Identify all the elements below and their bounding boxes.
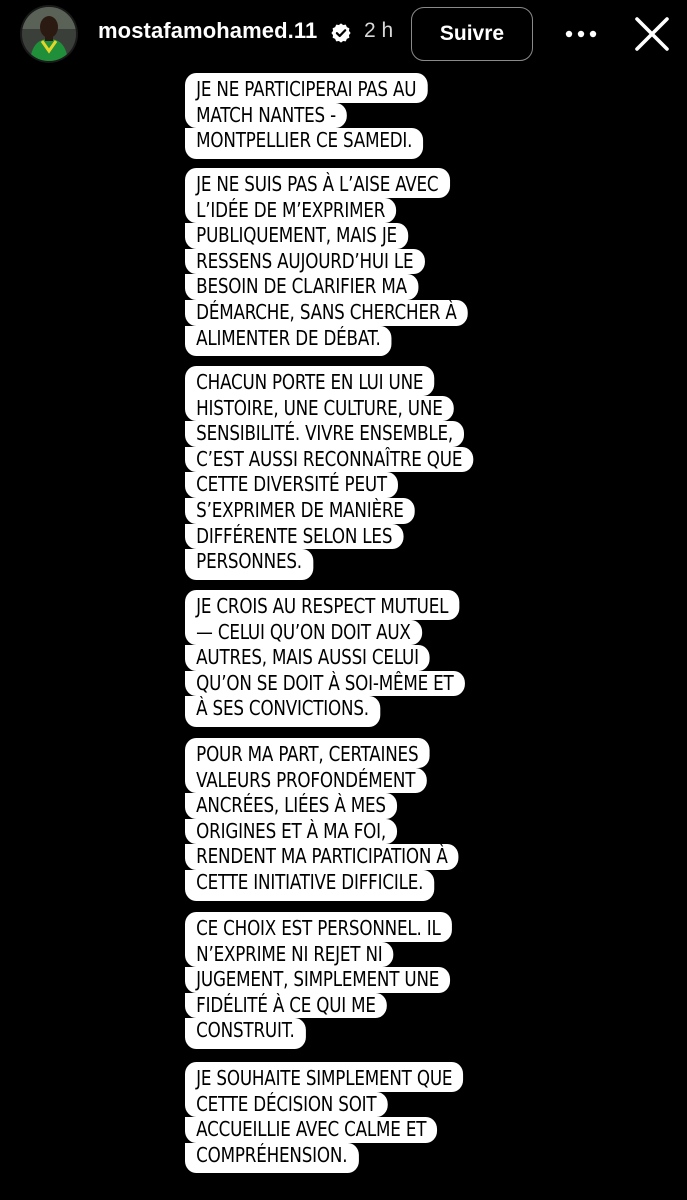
text-line: COMPRÉHENSION. [185, 1143, 359, 1174]
text-line: AUTRES, MAIS AUSSI CELUI [185, 645, 430, 671]
text-line: — CELUI QU’ON DOIT AUX [185, 620, 422, 646]
text-line: MATCH NANTES - [185, 103, 347, 129]
text-line: CE CHOIX EST PERSONNEL. IL [185, 912, 452, 942]
verified-badge-icon [330, 22, 352, 44]
text-line: CETTE DÉCISION SOIT [185, 1092, 388, 1118]
story-header [0, 0, 687, 70]
text-line: CETTE INITIATIVE DIFFICILE. [185, 870, 434, 901]
text-line: DIFFÉRENTE SELON LES [185, 524, 403, 550]
text-line: PUBLIQUEMENT, MAIS JE [185, 223, 408, 249]
profile-photo [22, 7, 76, 61]
text-line: JE NE SUIS PAS À L’AISE AVEC [185, 168, 450, 198]
text-line: HISTOIRE, UNE CULTURE, UNE [185, 396, 454, 422]
text-line: S’EXPRIMER DE MANIÈRE [185, 498, 415, 524]
follow-button[interactable]: Suivre [411, 7, 533, 61]
text-line: QU’ON SE DOIT À SOI-MÊME ET [185, 671, 465, 697]
text-line: RENDENT MA PARTICIPATION À [185, 844, 459, 870]
text-line: N’EXPRIME NI REJET NI [185, 942, 394, 968]
post-time: 2 h [364, 19, 394, 42]
text-line: CETTE DIVERSITÉ PEUT [185, 472, 398, 498]
text-line: RESSENS AUJOURD’HUI LE [185, 249, 425, 275]
text-line: ACCUEILLIE AVEC CALME ET [185, 1117, 437, 1143]
paragraph [185, 912, 472, 1049]
text-line: L’IDÉE DE M’EXPRIMER [185, 198, 396, 224]
text-line: JE SOUHAITE SIMPLEMENT QUE [185, 1062, 463, 1092]
text-line: ORIGINES ET À MA FOI, [185, 819, 397, 845]
text-line: FIDÉLITÉ À CE QUI ME [185, 993, 387, 1019]
text-line: ALIMENTER DE DÉBAT. [185, 326, 392, 357]
text-line: À SES CONVICTIONS. [185, 696, 380, 727]
text-line: CHACUN PORTE EN LUI UNE [185, 366, 434, 396]
text-line: SENSIBILITÉ. VIVRE ENSEMBLE, [185, 421, 464, 447]
paragraph [185, 590, 486, 727]
username[interactable]: mostafamohamed.11 [98, 18, 318, 43]
text-line: DÉMARCHE, SANS CHERCHER À [185, 300, 468, 326]
paragraph [185, 738, 479, 901]
text-line: VALEURS PROFONDÉMENT [185, 768, 426, 794]
text-line: C’EST AUSSI RECONNAÎTRE QUE [185, 447, 473, 473]
text-line: JUGEMENT, SIMPLEMENT UNE [185, 967, 450, 993]
close-icon[interactable] [632, 14, 672, 54]
text-line: ANCRÉES, LIÉES À MES [185, 793, 397, 819]
text-line: CONSTRUIT. [185, 1018, 306, 1049]
paragraph [185, 168, 489, 356]
text-line: JE NE PARTICIPERAI PAS AU [185, 73, 427, 103]
text-line: POUR MA PART, CERTAINES [185, 738, 430, 768]
text-line: JE CROIS AU RESPECT MUTUEL [185, 590, 459, 620]
avatar[interactable] [22, 7, 76, 61]
paragraph [185, 1062, 484, 1173]
paragraph [185, 366, 495, 580]
text-line: MONTPELLIER CE SAMEDI. [185, 128, 423, 159]
text-line: PERSONNES. [185, 549, 313, 580]
paragraph [185, 73, 446, 159]
text-line: BESOIN DE CLARIFIER MA [185, 274, 418, 300]
more-options-icon[interactable] [563, 20, 599, 48]
